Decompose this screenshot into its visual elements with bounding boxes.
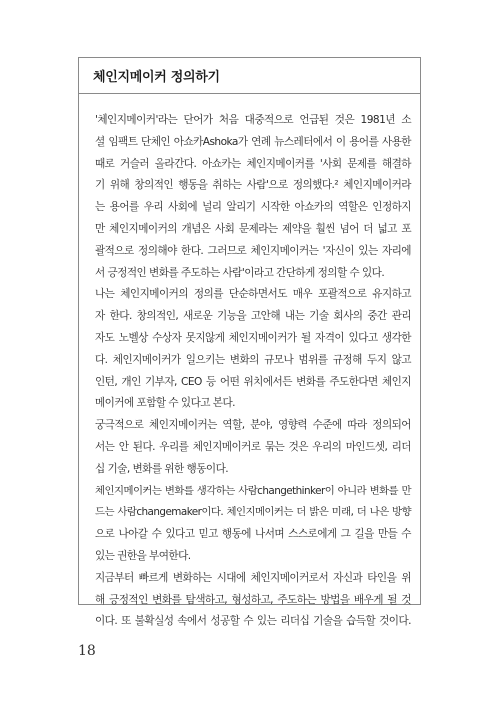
box-title: 체인지메이커 정의하기 <box>79 58 420 94</box>
body-line: '체인지메이커'라는 단어가 처음 대중적으로 언급된 것은 1981년 소 <box>95 114 411 126</box>
body-line: 지금부터 빠르게 변화하는 시대에 체인지메이커로서 자신과 타인을 위 <box>95 571 411 584</box>
body-line: 자 한다. 창의적인, 새로운 기능을 고안해 내는 기술 회사의 중간 관리 <box>95 310 411 323</box>
body-line: 메이커에 포함할 수 있다고 본다. <box>95 397 235 410</box>
body-line: 있는 권한을 부여한다. <box>95 549 191 562</box>
body-line: 으로 나아갈 수 있다고 믿고 행동에 나서며 스스로에게 그 길을 만들 수 <box>95 528 411 541</box>
body-line: 셜 임팩트 단체인 아쇼카Ashoka가 연례 뉴스레터에서 이 용어를 사용한 <box>95 135 411 148</box>
body-line: 괄적으로 정의해야 한다. 그러므로 체인지메이커는 '자신이 있는 자리에 <box>95 244 411 257</box>
body-line: 만 체인지메이커의 개념은 사회 문제라는 제약을 훨씬 넘어 더 넓고 포 <box>95 222 411 235</box>
body-line: 서는 안 된다. 우리를 체인지메이커로 묶는 것은 우리의 마인드셋, 리더 <box>95 440 411 453</box>
body-line: 체인지메이커는 변화를 생각하는 사람changethinker이 아니라 변화를 만 <box>95 484 411 497</box>
body-line: 인턴, 개인 기부자, CEO 등 어떤 위치에서든 변화를 주도한다면 체인지 <box>95 375 411 388</box>
body-line: 이다. 또 불확실성 속에서 성공할 수 있는 리더십 기술을 습득할 것이다. <box>95 615 411 628</box>
body-line: 드는 사람changemaker이다. 체인지메이커는 더 밝은 미래, 더 나은 방향 <box>95 506 411 519</box>
page-number: 18 <box>78 643 96 659</box>
body-line: 십 기술, 변화를 위한 행동이다. <box>95 462 229 475</box>
body-line: 자도 노벨상 수상자 못지않게 체인지메이커가 될 자격이 있다고 생각한 <box>95 331 411 344</box>
body-line: 다. 체인지메이커가 일으키는 변화의 규모나 범위를 규정해 두지 않고 <box>95 353 411 366</box>
body-line: 해 긍정적인 변화를 탐색하고, 형성하고, 주도하는 방법을 배우게 될 것 <box>95 593 411 606</box>
body-line: 기 위해 창의적인 행동을 취하는 사람'으로 정의했다.² 체인지메이커라 <box>95 179 411 192</box>
body-line: 궁극적으로 체인지메이커는 역할, 분야, 영향력 수준에 따라 정의되어 <box>95 419 411 432</box>
body-line: 나는 체인지메이커의 정의를 단순하면서도 매우 포괄적으로 유지하고 <box>95 288 411 301</box>
body-line: 는 용어를 우리 사회에 널리 알리기 시작한 아쇼카의 역할은 인정하지 <box>95 201 411 214</box>
box-body <box>95 110 411 633</box>
definition-box <box>78 57 421 628</box>
body-line: 때로 거슬러 올라간다. 아쇼카는 체인지메이커를 '사회 문제를 해결하 <box>95 157 411 170</box>
body-line: 서 긍정적인 변화를 주도하는 사람'이라고 간단하게 정의할 수 있다. <box>95 266 385 279</box>
